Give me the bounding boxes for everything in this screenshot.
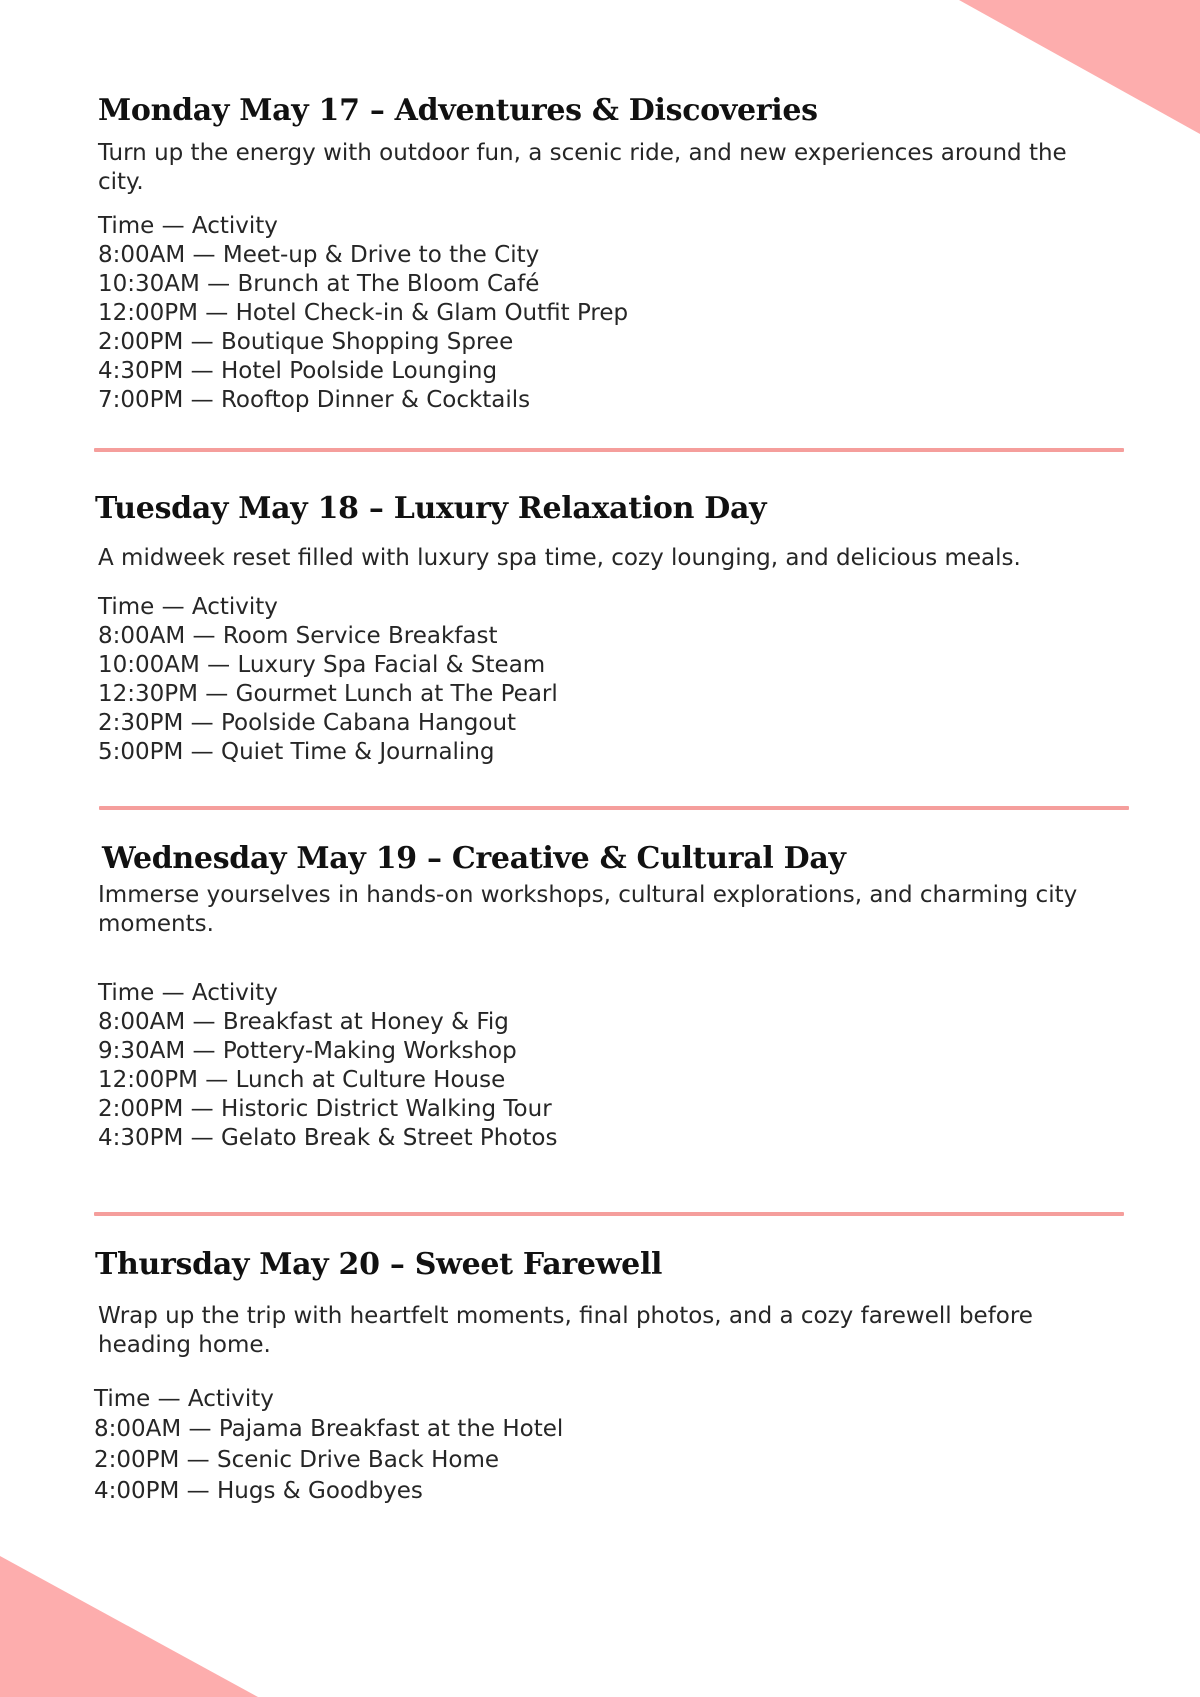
corner-decoration-bottom-left	[0, 1556, 258, 1697]
schedule-list-thursday	[94, 1385, 1115, 1507]
schedule-item: 5:00PM — Quiet Time & Journaling	[98, 739, 495, 765]
schedule-item: 7:00PM — Rooftop Dinner & Cocktails	[98, 387, 531, 413]
schedule-item: 4:30PM — Hotel Poolside Lounging	[98, 358, 498, 384]
schedule-item: 8:00AM — Pajama Breakfast at the Hotel	[94, 1416, 564, 1442]
schedule-header: Time — Activity	[98, 213, 278, 239]
schedule-item: 2:00PM — Historic District Walking Tour	[98, 1096, 552, 1122]
schedule-header: Time — Activity	[98, 980, 278, 1006]
section-divider	[94, 1212, 1124, 1216]
schedule-item: 12:30PM — Gourmet Lunch at The Pearl	[98, 681, 558, 707]
schedule-item: 12:00PM — Hotel Check-in & Glam Outfit Prep	[98, 300, 629, 326]
day-title-monday: Monday May 17 – Adventures & Discoveries	[98, 93, 818, 128]
schedule-header: Time — Activity	[94, 1386, 274, 1412]
day-title-thursday: Thursday May 20 – Sweet Farewell	[95, 1247, 663, 1282]
schedule-item: 4:00PM — Hugs & Goodbyes	[94, 1478, 423, 1504]
schedule-item: 8:00AM — Breakfast at Honey & Fig	[98, 1009, 509, 1035]
day-section-wednesday	[98, 840, 1122, 1153]
schedule-item: 10:30AM — Brunch at The Bloom Café	[98, 271, 540, 297]
day-title-wednesday: Wednesday May 19 – Creative & Cultural Day	[102, 841, 846, 876]
schedule-item: 2:00PM — Scenic Drive Back Home	[94, 1447, 500, 1473]
day-description-wednesday: Immerse yourselves in hands-on workshops, cultural explorations, and charming city moments.	[98, 882, 1078, 937]
schedule-list-monday	[98, 212, 1118, 415]
schedule-list-wednesday	[98, 979, 1122, 1153]
day-description-thursday: Wrap up the trip with heartfelt moments, final photos, and a cozy farewell before heading home.	[98, 1303, 1033, 1358]
section-divider	[94, 448, 1124, 452]
schedule-item: 8:00AM — Room Service Breakfast	[98, 623, 498, 649]
day-section-monday	[98, 92, 1118, 415]
day-title-tuesday: Tuesday May 18 – Luxury Relaxation Day	[95, 491, 767, 526]
schedule-item: 8:00AM — Meet-up & Drive to the City	[98, 242, 540, 268]
section-divider	[99, 806, 1129, 810]
day-section-tuesday	[95, 490, 1115, 767]
schedule-item: 2:30PM — Poolside Cabana Hangout	[98, 710, 517, 736]
day-description-monday: Turn up the energy with outdoor fun, a scenic ride, and new experiences around the city.	[98, 140, 1067, 195]
day-description-tuesday: A midweek reset filled with luxury spa time, cozy lounging, and delicious meals.	[98, 545, 1021, 571]
day-section-thursday	[95, 1246, 1115, 1507]
schedule-item: 12:00PM — Lunch at Culture House	[98, 1067, 506, 1093]
schedule-header: Time — Activity	[98, 594, 278, 620]
schedule-item: 9:30AM — Pottery-Making Workshop	[98, 1038, 517, 1064]
schedule-list-tuesday	[98, 593, 1115, 767]
schedule-item: 10:00AM — Luxury Spa Facial & Steam	[98, 652, 546, 678]
schedule-item: 2:00PM — Boutique Shopping Spree	[98, 329, 514, 355]
schedule-item: 4:30PM — Gelato Break & Street Photos	[98, 1125, 558, 1151]
